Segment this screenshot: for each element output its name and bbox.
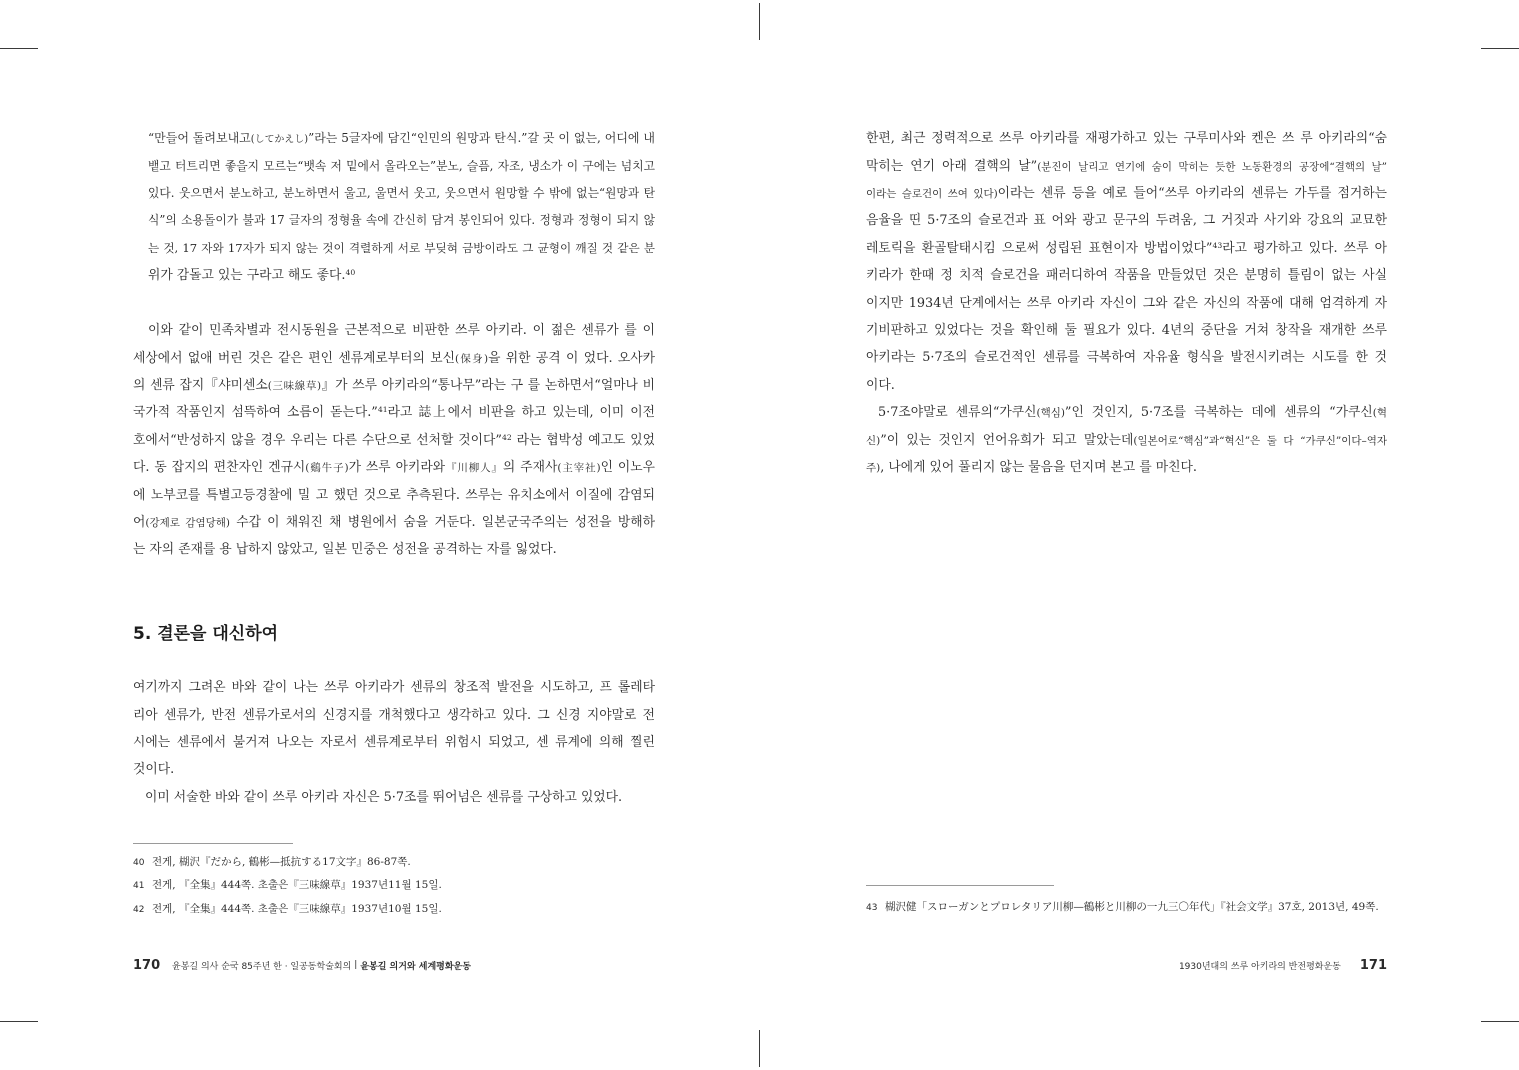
text-run: 가 쓰루 아키라와 — [348, 460, 446, 476]
text-line — [133, 482, 655, 509]
text-line — [133, 729, 655, 756]
text-run: 호에서“반성하지 않을 경우 우리는 다른 수단으로 선처할 것이다” — [133, 432, 502, 448]
text-run: 세상에서 없애 버린 것은 같은 편인 센류계로부터의 보신 — [133, 350, 455, 366]
paragraph — [133, 317, 655, 564]
footnote — [133, 874, 442, 898]
text-run: 의 주재사 — [502, 460, 558, 476]
footnote-text: 楜沢健「スローガンとプロレタリア川柳—鶴彬と川柳の一九三〇年代」『社会文学』37호, 2013년, 49쪽. — [885, 900, 1379, 913]
footer-series-title: 윤봉길 의사 순국 85주년 한 · 일공동학술회의 — [172, 961, 352, 972]
footnote-text: 전게, 『全集』444쪽. 초출은『三味線草』1937년10월 15일. — [152, 902, 442, 915]
page-number: 171 — [1359, 957, 1387, 973]
footnote-reference: 42 — [501, 432, 512, 442]
text-run: 이라는 센류 등을 예로 들어“쓰루 아키라의 센류는 가두를 점거하는 — [997, 186, 1387, 202]
text-line — [866, 262, 1387, 289]
footnote-text: 전게, 『全集』444쪽. 초출은『三味線草』1937년11월 15일. — [152, 879, 442, 892]
text-run: 뱉고 터트리면 좋을지 모르는“뱃속 저 밑에서 올라오는”분노, 슬픔, 자조, 냉소가 이 구에는 넘치고 — [148, 158, 655, 173]
text-run: 레토릭을 환골탈태시킴 으로써 성립된 표현이자 방법이었다” — [866, 240, 1213, 256]
text-line — [866, 372, 1387, 399]
text-run: 이와 같이 민족차별과 전시동원을 근본적으로 비판한 쓰루 아키라. 이 젊은 센류가 를 이 — [148, 323, 655, 339]
text-run: 인 이노우 — [600, 460, 655, 476]
text-run: 국가적 작품인지 섬뜩하여 소름이 돋는다.” — [133, 405, 378, 421]
text-run: 다. 동 잡지의 편찬자인 겐규시 — [133, 460, 306, 476]
text-run: 시에는 센류에서 불거져 나오는 자로서 센류계로부터 위험시 되었고, 센 류계에 의해 찔린 — [133, 735, 655, 751]
text-run: ”인 것인지, 5·7조를 극복하는 데에 센류의 “가쿠신 — [1064, 405, 1373, 421]
inline-annotation: (保身) — [454, 352, 489, 365]
footer-running-title: 1930년대의 쓰루 아키라의 반전평화운동 — [1178, 961, 1341, 972]
text-run: 위가 감돌고 있는 구라고 해도 좋다. — [148, 268, 346, 284]
text-line — [866, 153, 1387, 180]
footnote-number: 41 — [133, 881, 145, 892]
text-run: 이미 서술한 바와 같이 쓰루 아키라 자신은 5·7조를 뛰어넘은 센류를 구상하고 있었다. — [145, 789, 623, 805]
text-run: 』가 쓰루 아키라의“통나무”라는 구 를 논하면서“얼마나 비 — [321, 378, 655, 394]
body-text-section — [133, 674, 655, 811]
text-line — [148, 180, 655, 207]
inline-annotation: (鷄牛子) — [305, 462, 349, 475]
text-line — [866, 207, 1387, 234]
text-line — [133, 454, 655, 481]
text-line — [866, 399, 1387, 426]
page-footer — [133, 957, 471, 973]
text-line — [133, 427, 655, 454]
text-run: 키라가 한때 정 치적 슬로건을 패러디하여 작품을 만들었던 것은 분명히 틀림이 없는 사실 — [866, 268, 1387, 284]
text-run: 막히는 연기 아래 결핵의 날” — [866, 158, 1038, 174]
page-number: 170 — [133, 957, 161, 973]
text-run: 의 센류 잡지『샤미센소 — [133, 378, 268, 394]
paragraph — [133, 674, 655, 784]
text-run: 아키라는 5·7조의 슬로건적인 센류를 극복하여 자유율 형식을 발전시키려는 시도를 한 것 — [866, 350, 1387, 366]
text-line — [866, 125, 1387, 152]
paragraph — [133, 784, 655, 811]
text-line — [866, 317, 1387, 344]
text-run: ”이 있는 것인지 언어유희가 되고 말았는데 — [880, 432, 1134, 448]
paragraph — [866, 399, 1387, 481]
text-run: 는 것, 17 자와 17자가 되지 않는 것이 격렬하게 서로 부딪혀 금방이라도 그 균형이 깨질 것 같은 분 — [148, 240, 655, 255]
inline-annotation: (분진이 날리고 연기에 숨이 막히는 듯한 노동환경의 공장에“결핵의 날” — [1037, 160, 1387, 173]
footnote-divider — [133, 843, 293, 844]
text-line — [148, 207, 655, 234]
text-run: 있다. 웃으면서 분노하고, 분노하면서 울고, 울면서 웃고, 웃으면서 원망할 수 밖에 없는“원망과 탄 — [148, 186, 655, 201]
footnote — [133, 898, 442, 922]
footnote-number: 42 — [133, 904, 145, 915]
inline-annotation: (핵심) — [1036, 407, 1065, 420]
inline-annotation: 『川柳人』 — [445, 462, 503, 475]
text-line — [866, 290, 1387, 317]
page-footer — [1179, 957, 1387, 973]
text-line — [133, 702, 655, 729]
text-line — [133, 509, 655, 536]
text-run: 이지만 1934년 단계에서는 쓰루 아키라 자신이 그와 같은 자신의 작품에 대해 엄격하게 자 — [866, 295, 1387, 311]
text-run: 것이다. — [133, 762, 175, 778]
footnote — [133, 851, 442, 875]
text-line — [148, 262, 655, 289]
text-line — [866, 454, 1387, 481]
inline-annotation: 신) — [866, 434, 881, 447]
text-run: 5·7조야말로 센류의“가쿠신 — [878, 405, 1037, 421]
text-line — [866, 427, 1387, 454]
inline-annotation: (主宰社) — [557, 462, 601, 475]
footnote — [866, 896, 1379, 920]
left-page — [0, 0, 759, 1070]
inline-annotation: (강제로 감염당해) — [145, 517, 230, 530]
body-text-section — [133, 317, 655, 564]
text-line — [866, 344, 1387, 371]
footnote-divider — [866, 885, 1054, 886]
text-line — [133, 372, 655, 399]
text-line — [866, 235, 1387, 262]
text-run: ”라는 5글자에 담긴“인민의 원망과 탄식.”갈 곳 이 없는, 어디에 내 — [308, 131, 655, 146]
text-line — [133, 317, 655, 344]
text-run: 에 노부코를 특별고등경찰에 밀 고 했던 것으로 추측된다. 쓰루는 유치소에서 이질에 감염되 — [133, 487, 655, 503]
text-run: 한편, 최근 정력적으로 쓰루 아키라를 재평가하고 있는 구루미사와 켄은 쓰 루 아키라의“숨 — [866, 131, 1387, 147]
text-run: 음율을 띤 5·7조의 슬로건과 표 어와 광고 문구의 두려움, 그 거짓과 사기와 강요의 교묘한 — [866, 213, 1387, 229]
inline-annotation: (일본어로“핵심”과“혁신”은 둘 다 “가쿠신”이다–역자 — [1133, 434, 1387, 447]
text-run: “만들어 돌려보내고 — [148, 131, 251, 146]
footer-volume-title: 윤봉길 의거와 세계평화운동 — [360, 961, 471, 972]
footnote-number: 43 — [866, 902, 878, 913]
text-run: 이다. — [866, 377, 895, 393]
inline-annotation: (してかえし) — [250, 134, 309, 146]
text-line — [133, 536, 655, 563]
block-quote — [148, 125, 655, 289]
paragraph — [148, 125, 655, 289]
inline-annotation: 주) — [866, 461, 881, 474]
footnotes — [133, 851, 442, 922]
text-run: 라고 誌上에서 비판을 하고 있는데, 이미 이전 — [387, 405, 655, 421]
text-run: 을 위한 공격 이 었다. 오사카 — [488, 350, 655, 366]
footnote-reference: 41 — [377, 405, 388, 415]
text-run: 식”의 소용돌이가 불과 17 글자의 정형율 속에 간신히 담겨 봉인되어 있다. 정형과 정형이 되지 않 — [148, 213, 655, 228]
inline-annotation: 이라는 슬로건이 쓰여 있다) — [866, 188, 998, 201]
text-line — [866, 180, 1387, 207]
text-run: 수갑 이 채워진 채 병원에서 숨을 거둔다. 일본군국주의는 성전을 방해하 — [229, 515, 655, 531]
footer-separator: | — [354, 960, 358, 970]
text-line — [133, 756, 655, 783]
text-line — [148, 235, 655, 262]
text-run: 여기까지 그려온 바와 같이 나는 쓰루 아키라가 센류의 창조적 발전을 시도하고, 프 롤레타 — [133, 680, 655, 696]
text-line — [133, 345, 655, 372]
paragraph — [866, 125, 1387, 399]
section-heading: 5. 결론을 대신하여 — [133, 624, 279, 644]
footnotes — [866, 896, 1379, 920]
inline-annotation: (三味線草) — [267, 380, 322, 393]
footnote-reference: 43 — [1212, 240, 1223, 250]
text-run: 라고 평가하고 있다. 쓰루 아 — [1222, 240, 1387, 256]
text-run: 라는 협박성 예고도 있었 — [511, 432, 655, 448]
right-page — [760, 0, 1519, 1070]
footnote-reference: 40 — [345, 268, 356, 278]
text-line — [133, 399, 655, 426]
text-line — [133, 784, 655, 811]
footnote-number: 40 — [133, 857, 145, 868]
text-line — [133, 674, 655, 701]
text-line — [148, 125, 655, 152]
inline-annotation: (혁 — [1372, 407, 1387, 420]
body-text-section — [866, 125, 1387, 481]
text-run: , 나에게 있어 풀리지 않는 물음을 던지며 본고 를 마친다. — [880, 459, 1197, 475]
footnote-text: 전게, 楜沢『だから, 鶴彬—抵抗する17文字』86-87쪽. — [152, 855, 411, 868]
text-run: 어 — [133, 515, 146, 531]
text-run: 기비판하고 있었다는 것을 확인해 둘 필요가 있다. 4년의 중단을 거쳐 창작을 재개한 쓰루 — [866, 323, 1387, 339]
text-run: 리아 센류가, 반전 센류가로서의 신경지를 개척했다고 생각하고 있다. 그 신경 지야말로 전 — [133, 707, 655, 723]
text-run: 는 자의 존재를 용 납하지 않았고, 일본 민중은 성전을 공격하는 자를 잃었다. — [133, 542, 557, 558]
text-line — [148, 153, 655, 180]
